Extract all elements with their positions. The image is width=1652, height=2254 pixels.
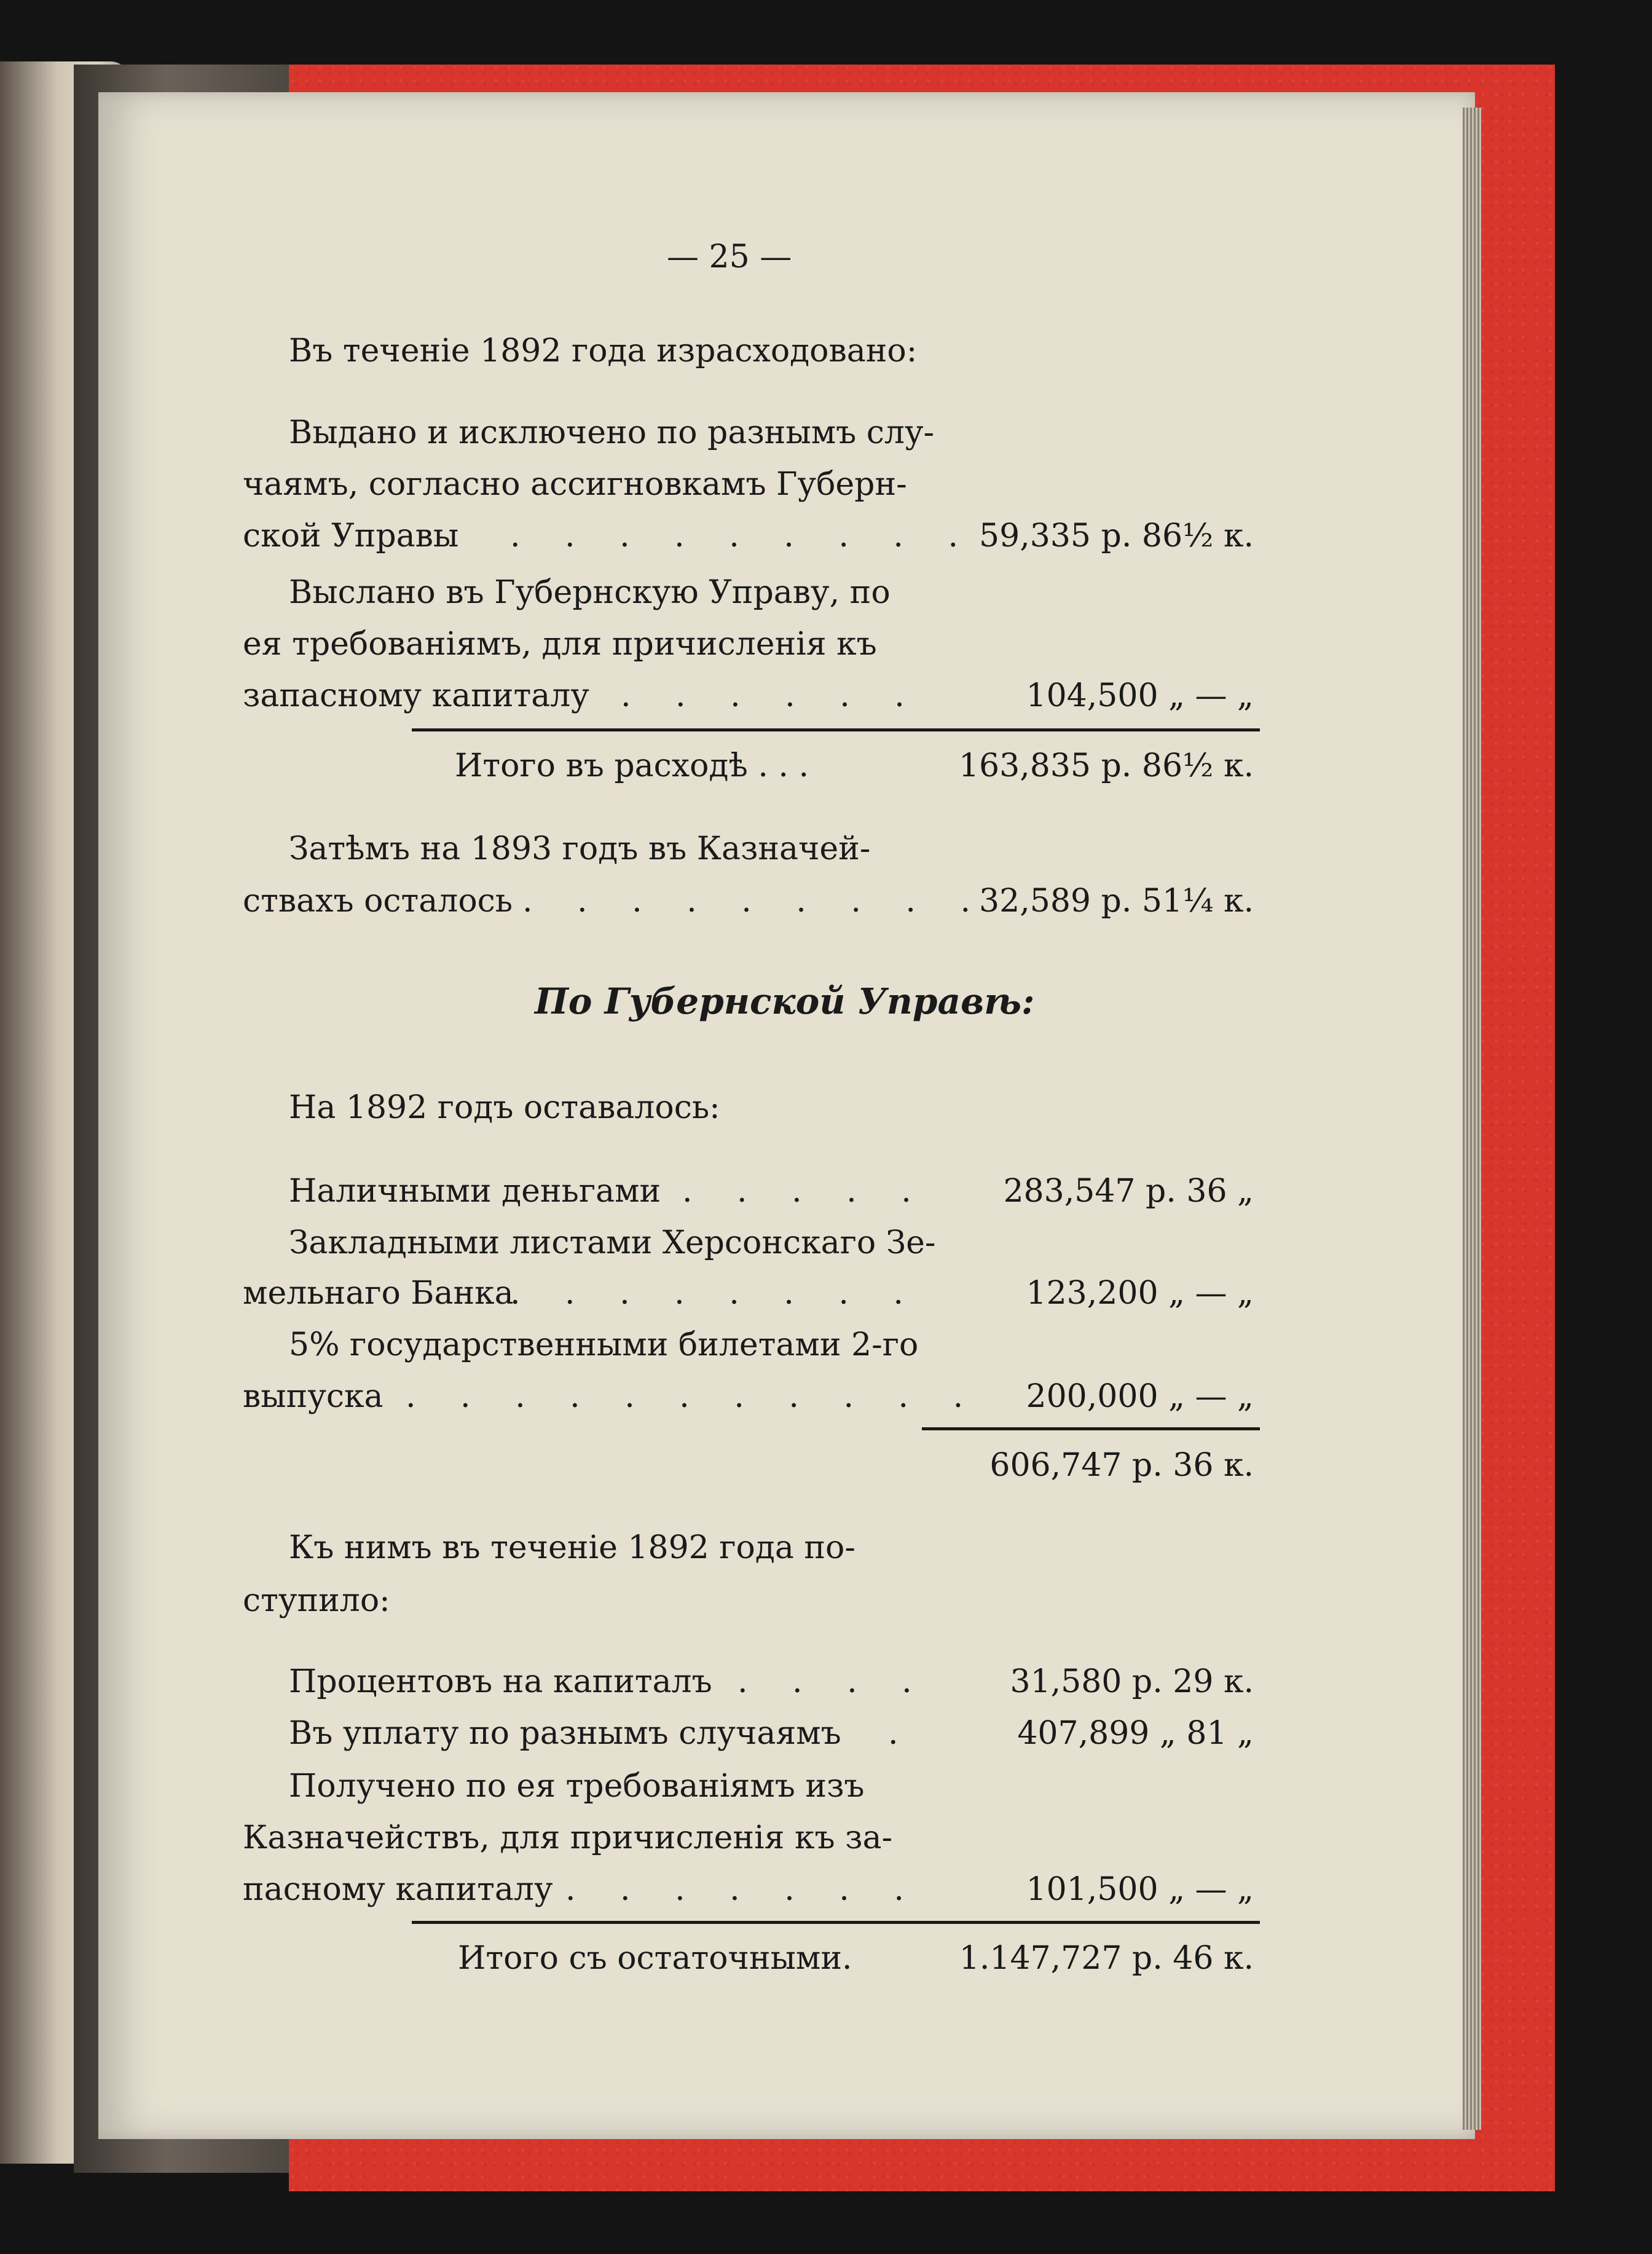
rule-spent — [412, 728, 1260, 731]
state-line1: 5% государственными билетами 2-го — [289, 1326, 919, 1363]
got-amount: 101,500 „ — „ — [1026, 1871, 1254, 1908]
remain-line2: ствахъ осталось — [243, 883, 513, 920]
payment-dots: . — [888, 1715, 916, 1752]
interest-dots: . . . . — [738, 1663, 929, 1700]
payment-amount: 407,899 „ 81 „ — [1017, 1715, 1254, 1752]
state-dots: . . . . . . . . . . . — [406, 1378, 981, 1415]
received-line1: Къ нимъ въ теченіе 1892 года по- — [289, 1529, 856, 1566]
remain-line1: Затѣмъ на 1893 годъ въ Казначей- — [289, 830, 871, 867]
grand-total-amount: 1.147,727 р. 46 к. — [959, 1940, 1254, 1977]
item1-line1: Выдано и исключено по разнымъ слу- — [289, 414, 935, 451]
item1-dots: . . . . . . . . . — [510, 518, 975, 554]
page-number: — 25 — — [667, 238, 792, 275]
cash-amount: 283,547 р. 36 „ — [1003, 1173, 1254, 1210]
got-line1: Получено по ея требованіямъ изъ — [289, 1768, 865, 1805]
item2-amount: 104,500 „ — „ — [1026, 677, 1254, 714]
uprava-heading: По Губернской Управѣ: — [535, 980, 1035, 1022]
bonds-line1: Закладными листами Херсонскаго Зе- — [289, 1224, 936, 1261]
got-dots: . . . . . . . — [565, 1871, 921, 1908]
item2-dots: . . . . . . — [621, 677, 922, 714]
payment-label: Въ уплату по разнымъ случаямъ — [289, 1715, 841, 1752]
cash-dots: . . . . . — [682, 1173, 929, 1210]
interest-amount: 31,580 р. 29 к. — [1010, 1663, 1254, 1700]
rule-total — [412, 1921, 1260, 1924]
got-line3: пасному капиталу — [243, 1871, 553, 1908]
item2-line1: Выслано въ Губернскую Управу, по — [289, 574, 891, 611]
state-amount: 200,000 „ — „ — [1026, 1378, 1254, 1415]
bonds-dots: . . . . . . . . — [510, 1275, 921, 1312]
page-stack-edge — [1463, 108, 1481, 2130]
bonds-amount: 123,200 „ — „ — [1026, 1275, 1254, 1312]
remain-dots: . . . . . . . . . — [522, 883, 988, 920]
item1-amount: 59,335 р. 86½ к. — [979, 518, 1254, 554]
subtotal-amount: 606,747 р. 36 к. — [989, 1447, 1254, 1484]
state-line2: выпуска — [243, 1378, 384, 1415]
item2-line3: запасному капиталу — [243, 677, 589, 714]
bonds-line2: мельнаго Банка — [243, 1275, 514, 1312]
received-line2: ступило: — [243, 1582, 390, 1619]
spent-total-amount: 163,835 р. 86½ к. — [958, 747, 1254, 784]
got-line2: Казначействъ, для причисленія къ за- — [243, 1819, 893, 1856]
item1-line3: ской Управы — [243, 518, 459, 554]
grand-total-label: Итого съ остаточными. — [458, 1940, 852, 1977]
item1-line2: чаямъ, согласно ассигновкамъ Губерн- — [243, 466, 907, 503]
cash-label: Наличными деньгами — [289, 1173, 661, 1210]
spent-total-label: Итого въ расходѣ . . . — [455, 747, 809, 784]
interest-label: Процентовъ на капиталъ — [289, 1663, 712, 1700]
item2-line2: ея требованіямъ, для причисленія къ — [243, 626, 877, 663]
uprava-subheading: На 1892 годъ оставалось: — [289, 1089, 720, 1126]
remain-amount: 32,589 р. 51¼ к. — [979, 883, 1254, 920]
rule-subtotal — [922, 1427, 1260, 1430]
spent-heading: Въ теченіе 1892 года израсходовано: — [289, 333, 918, 369]
